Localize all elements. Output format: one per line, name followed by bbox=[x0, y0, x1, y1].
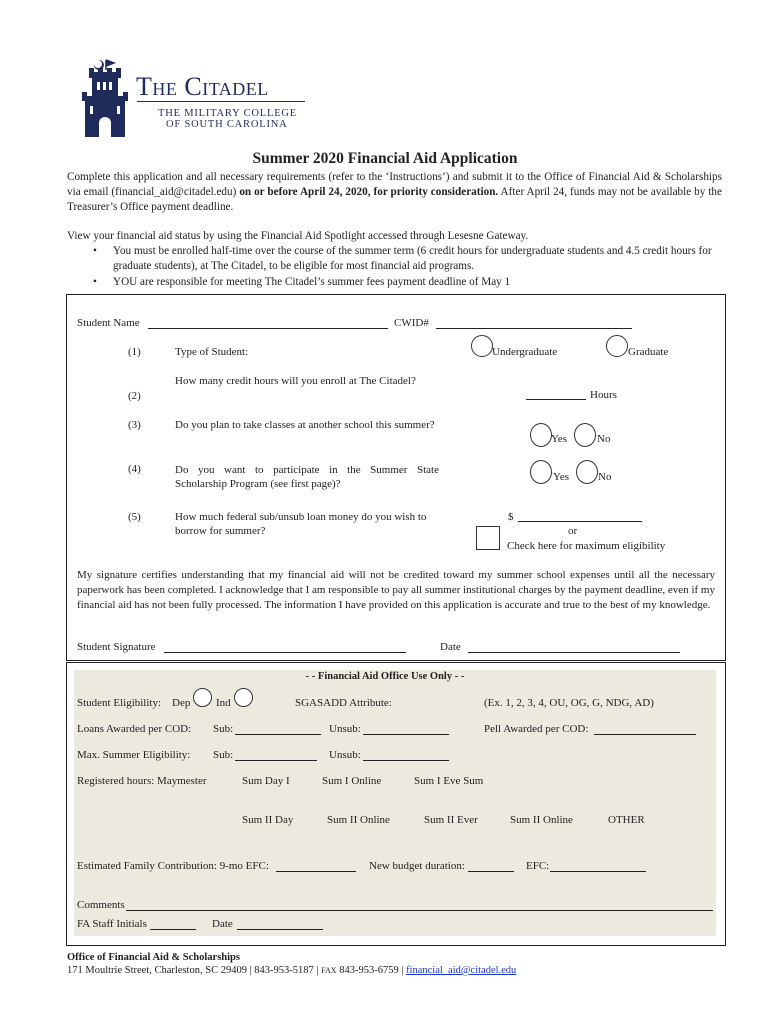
q1-label: Type of Student: bbox=[175, 346, 249, 358]
signature-field[interactable] bbox=[164, 640, 406, 653]
staff-date-label: Date bbox=[212, 918, 233, 930]
q4-yes-label: Yes bbox=[553, 471, 570, 483]
max-sub-field[interactable] bbox=[235, 748, 317, 761]
comments-field[interactable] bbox=[126, 898, 713, 911]
q3-no-label: No bbox=[597, 433, 611, 445]
ind-radio[interactable] bbox=[234, 688, 253, 707]
q4-no-radio[interactable] bbox=[576, 460, 598, 484]
sgasadd-options: (Ex. 1, 2, 3, 4, OU, OG, G, NDG, AD) bbox=[484, 697, 654, 709]
pell-label: Pell Awarded per COD: bbox=[484, 723, 589, 735]
signature-date-field[interactable] bbox=[468, 640, 680, 653]
undergraduate-radio[interactable] bbox=[471, 335, 493, 357]
loans-label: Loans Awarded per COD: bbox=[77, 723, 192, 735]
q2-label: How many credit hours will you enroll at The Citadel? bbox=[175, 375, 416, 387]
bullet-payment: • YOU are responsible for meeting The Citadel’s summer fees payment deadline of May 1 bbox=[93, 276, 511, 288]
max-eligibility-label: Check here for maximum eligibility bbox=[507, 540, 666, 552]
hours-label: Hours bbox=[590, 389, 617, 401]
q4-no-label: No bbox=[598, 471, 612, 483]
other-label: OTHER bbox=[608, 814, 645, 826]
status-instructions bbox=[67, 229, 727, 290]
signature-date-label: Date bbox=[440, 641, 461, 653]
pell-field[interactable] bbox=[594, 722, 696, 735]
eligibility-label: Student Eligibility: bbox=[77, 697, 162, 709]
logo-subtitle-1: THE MILITARY COLLEGE bbox=[158, 108, 298, 119]
ind-label: Ind bbox=[216, 697, 231, 709]
max-unsub-field[interactable] bbox=[363, 748, 449, 761]
office-heading: - - Financial Aid Office Use Only - - bbox=[305, 671, 465, 682]
comments-label: Comments bbox=[77, 899, 125, 911]
q3-yes-label: Yes bbox=[551, 433, 568, 445]
cwid-field[interactable] bbox=[436, 316, 632, 329]
q4-yes-radio[interactable] bbox=[530, 460, 552, 484]
max-unsub-label: Unsub: bbox=[329, 749, 361, 761]
logo-subtitle-2: OF SOUTH CAROLINA bbox=[166, 119, 288, 130]
efc-field[interactable] bbox=[276, 859, 356, 872]
intro-paragraph bbox=[67, 170, 722, 215]
cwid-label: CWID# bbox=[394, 317, 429, 329]
bullet-enrollment-text: You must be enrolled half-time over the course of the summer term (6 credit hours for undergraduate students and 4.5 credit hours for graduate students), at The Citadel, to be eligible for most financial aid programs. bbox=[113, 245, 712, 272]
sgasadd-label: SGASADD Attribute: bbox=[295, 697, 392, 709]
q5-number: (5) bbox=[128, 511, 141, 523]
footer-office: Office of Financial Aid & Scholarships bbox=[67, 952, 240, 963]
dep-radio[interactable] bbox=[193, 688, 212, 707]
sum-2-day: Sum II Day bbox=[242, 814, 294, 826]
sum-1-online: Sum I Online bbox=[322, 775, 382, 787]
bullet-enrollment: • You must be enrolled half-time over the course of the summer term (6 credit hours for undergraduate students and 4.5 credit hours for graduate students), at The Citadel, to be eligible for most financial aid programs. bbox=[93, 245, 712, 272]
footer-address: 171 Moultrie Street, Charleston, SC 29409 | 843-953-5187 | bbox=[67, 965, 322, 976]
sum-2-ever: Sum II Ever bbox=[424, 814, 478, 826]
intro-text: Complete this application and all necessary requirements (refer to the ‘Instructions’) and submit it to the Office of Financial Aid & Scholarships via email (financial_aid@citadel.edu) bbox=[67, 171, 722, 198]
loans-unsub-field[interactable] bbox=[363, 722, 449, 735]
q2-number: (2) bbox=[128, 390, 141, 402]
q1-number: (1) bbox=[128, 346, 141, 358]
status-line: View your financial aid status by using the Financial Aid Spotlight accessed through Lesesne Gateway. bbox=[67, 230, 529, 242]
graduate-label: Graduate bbox=[628, 346, 669, 358]
logo-title: The Citadel bbox=[136, 72, 269, 101]
efc2-label: EFC: bbox=[526, 860, 550, 872]
or-label: or bbox=[568, 525, 578, 537]
efc-label: Estimated Family Contribution: 9-mo EFC: bbox=[77, 860, 269, 872]
credit-hours-field[interactable] bbox=[526, 388, 586, 400]
signature-label: Student Signature bbox=[77, 641, 156, 653]
office-use-background bbox=[74, 670, 716, 936]
sum-2-online-b: Sum II Online bbox=[510, 814, 573, 826]
new-budget-label: New budget duration: bbox=[369, 860, 465, 872]
intro-text-end: After April 24, funds may not be available by the Treasurer’s Office payment deadline. bbox=[67, 186, 722, 213]
logo-divider bbox=[137, 101, 305, 102]
dep-label: Dep bbox=[172, 697, 191, 709]
q3-no-radio[interactable] bbox=[574, 423, 596, 447]
dollar-sign: $ bbox=[508, 511, 514, 523]
footer-fax: 843-953-6759 | bbox=[336, 965, 407, 976]
student-name-field[interactable] bbox=[148, 316, 388, 329]
staff-initials-label: FA Staff Initials bbox=[77, 918, 147, 930]
q4-label: Do you want to participate in the Summer State Scholarship Program (see first page)? bbox=[175, 464, 439, 490]
graduate-radio[interactable] bbox=[606, 335, 628, 357]
sum-1-eve-sum: Sum I Eve Sum bbox=[414, 775, 484, 787]
intro-deadline: on or before April 24, 2020, for priority consideration. bbox=[239, 186, 499, 198]
undergraduate-label: Undergraduate bbox=[492, 346, 558, 358]
staff-initials-field[interactable] bbox=[150, 917, 196, 930]
q4-number: (4) bbox=[128, 463, 141, 475]
certification-text: My signature certifies understanding that my financial aid will not be credited toward my summer school expenses until all the necessary paperwork has been completed. I acknowledge that I am responsible to pay all summer institutional charges by the payment deadline, even if my financial aid has not been fully processed. The information I have provided on this application is accurate and true to the best of my knowledge. bbox=[77, 569, 715, 611]
max-sub-label: Sub: bbox=[213, 749, 234, 761]
student-name-label: Student Name bbox=[77, 317, 140, 329]
max-eligibility-checkbox[interactable] bbox=[476, 526, 500, 550]
new-budget-field[interactable] bbox=[468, 859, 514, 872]
registered-hours-label: Registered hours: Maymester bbox=[77, 775, 207, 787]
q5-label: How much federal sub/unsub loan money do you wish to borrow for summer? bbox=[175, 511, 427, 537]
bullet-payment-text: YOU are responsible for meeting The Citadel’s summer fees payment deadline of May 1 bbox=[113, 276, 511, 288]
sum-2-online: Sum II Online bbox=[327, 814, 390, 826]
q3-label: Do you plan to take classes at another school this summer? bbox=[175, 419, 435, 431]
loan-amount-field[interactable] bbox=[518, 509, 642, 522]
footer-email-link[interactable]: financial_aid@citadel.edu bbox=[406, 965, 517, 976]
citadel-logo-tower bbox=[80, 58, 130, 140]
staff-date-field[interactable] bbox=[237, 917, 323, 930]
loans-sub-label: Sub: bbox=[213, 723, 234, 735]
footer-fax-label: FAX bbox=[321, 966, 337, 975]
q3-yes-radio[interactable] bbox=[530, 423, 552, 447]
max-eligibility-office-label: Max. Summer Eligibility: bbox=[77, 749, 191, 761]
page-title: Summer 2020 Financial Aid Application bbox=[252, 150, 518, 167]
loans-unsub-label: Unsub: bbox=[329, 723, 361, 735]
sum-day-1: Sum Day I bbox=[242, 775, 290, 787]
efc2-field[interactable] bbox=[550, 859, 646, 872]
footer-contact bbox=[67, 965, 516, 976]
q3-number: (3) bbox=[128, 419, 141, 431]
loans-sub-field[interactable] bbox=[235, 722, 321, 735]
